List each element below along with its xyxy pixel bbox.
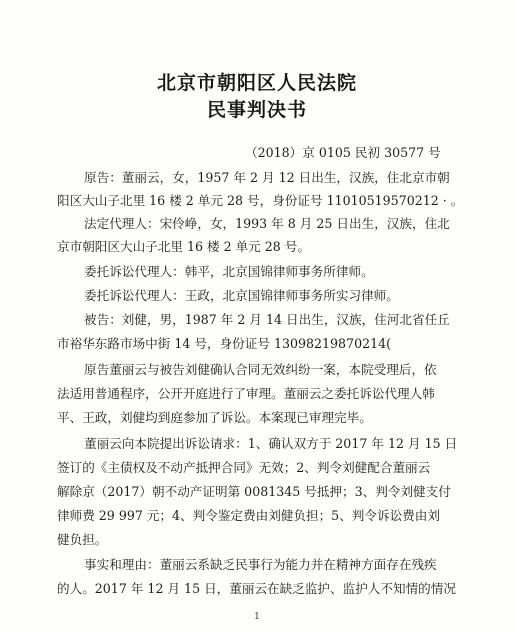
page-number: 1 [254,612,260,622]
legal-representative-line-1: 法定代理人：宋伶峥，女，1993 年 8 月 25 日出生，汉族，住北 [84,216,450,231]
case-summary-line-3: 平、王政，刘健均到庭参加了诉讼。本案现已审理完毕。 [57,410,372,425]
claims-line-3: 解除京（2017）朝不动产证明第 0081345 号抵押；3、判令刘健支付 [57,484,451,499]
case-summary-line-1: 原告董丽云与被告刘健确认合同无效纠纷一案，本院受理后，依 [84,362,437,377]
facts-line-2: 的人。2017 年 12 月 15 日，董丽云在缺乏监护、监护人不知情的情况 [57,581,456,596]
legal-representative-line-2: 京市朝阳区大山子北里 16 楼 2 单元 28 号。 [57,239,310,254]
claims-line-2: 签订的《主债权及不动产抵押合同》无效；2、判令刘健配合董丽云 [57,460,431,475]
case-number: （2018）京 0105 民初 30577 号 [245,145,441,160]
facts-line-1: 事实和理由：董丽云系缺乏民事行为能力并在精神方面存在残疾 [84,557,437,572]
agent-line-2: 委托诉讼代理人：王政，北京国锦律师事务所实习律师。 [84,288,399,303]
claims-line-1: 董丽云向本院提出诉讼请求：1、确认双方于 2017 年 12 月 15 日 [84,436,458,451]
court-name-title: 北京市朝阳区人民法院 [156,72,357,94]
document-type-title: 民事判决书 [206,99,307,121]
claims-line-4: 律师费 29 997 元；4、判令鉴定费由刘健负担；5、判令诉讼费由刘 [57,508,440,523]
defendant-line-2: 市裕华东路市场中街 14 号，身份证号 13098219870214( [57,336,392,351]
plaintiff-line-2: 阳区大山子北里 16 楼 2 单元 28 号，身份证号 11010519570212 · 。 [57,193,464,208]
claims-line-5: 健负担。 [57,532,108,547]
case-summary-line-2: 法适用普通程序，公开开庭进行了审理。董丽云之委托诉讼代理人韩 [57,386,435,401]
defendant-line-1: 被告：刘健，男，1987 年 2 月 14 日出生，汉族，住河北省任丘 [84,312,450,327]
agent-line-1: 委托诉讼代理人：韩平，北京国锦律师事务所律师。 [84,264,374,279]
plaintiff-line-1: 原告：董丽云，女，1957 年 2 月 12 日出生，汉族，住北京市朝 [84,170,450,185]
